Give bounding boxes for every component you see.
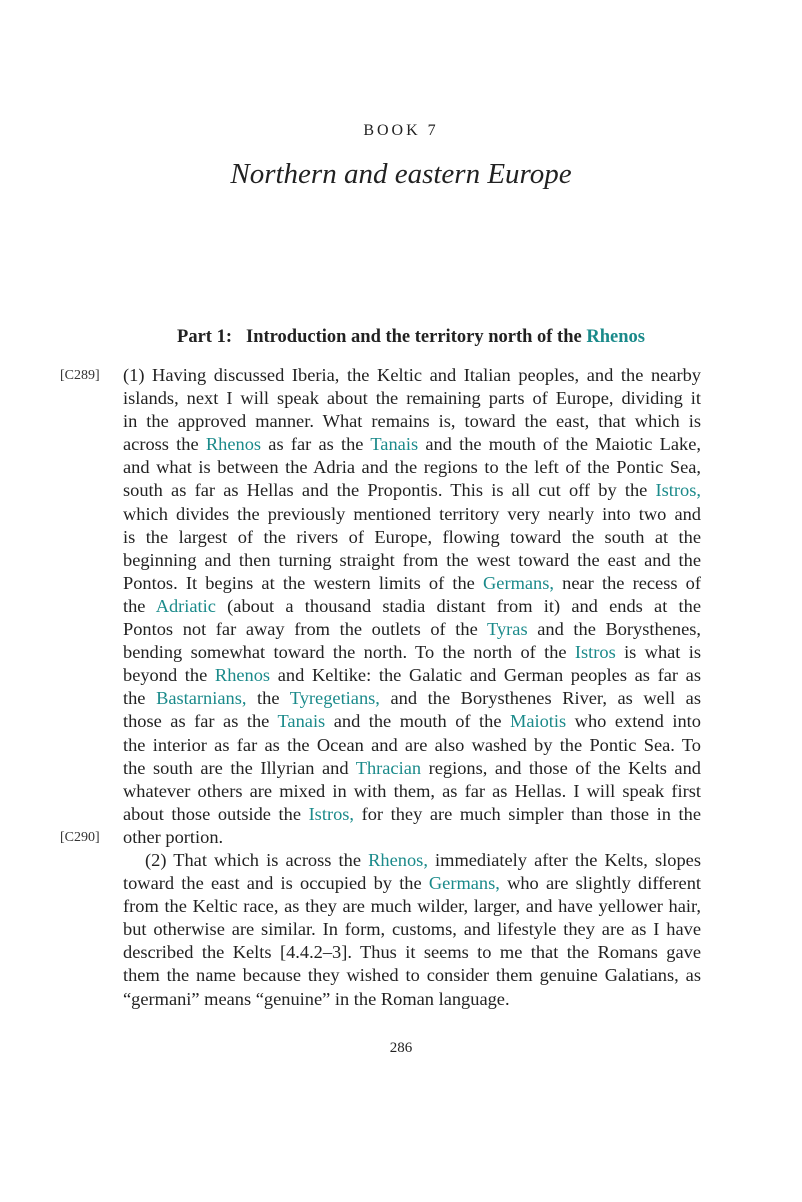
text-line xyxy=(123,387,701,410)
text-segment: the xyxy=(123,595,156,616)
text-line xyxy=(123,895,701,918)
text-line xyxy=(123,710,701,733)
text-segment: the interior as far as the Ocean and are also washed by the Pontic Sea. To xyxy=(123,734,701,755)
text-segment: but otherwise are similar. In form, customs, and lifestyle they are as I have xyxy=(123,919,701,940)
text-line xyxy=(123,618,701,641)
text-segment: and the mouth of the xyxy=(325,711,510,732)
text-line xyxy=(123,803,701,826)
text-line xyxy=(123,503,701,526)
text-segment: and the Borysthenes River, as well as xyxy=(379,688,701,709)
text-line xyxy=(123,595,701,618)
text-segment: as far as the xyxy=(261,434,371,455)
part-title-place: Rhenos xyxy=(586,327,645,347)
text-line xyxy=(123,687,701,710)
place-name: Bastarnians, xyxy=(156,688,247,709)
text-segment: beginning and then turning straight from the west toward the east and the xyxy=(123,549,701,570)
text-segment: “germani” means “genuine” in the Roman language. xyxy=(123,988,510,1009)
place-name: Istros, xyxy=(308,803,355,824)
text-segment: about those outside the xyxy=(123,803,309,824)
text-segment: and what is between the Adria and the regions to the left of the Pontic Sea, xyxy=(123,457,701,478)
book-title: Northern and eastern Europe xyxy=(230,158,572,190)
text-segment: for they are much simpler than those in the xyxy=(354,803,701,824)
text-segment: regions, and those of the Kelts and xyxy=(421,757,701,778)
text-line xyxy=(123,433,701,456)
text-segment: in the approved manner. What remains is, toward the east, that which is xyxy=(123,411,701,432)
text-segment: other portion. xyxy=(123,826,224,847)
place-name: Rhenos xyxy=(205,434,262,455)
place-name: Rhenos, xyxy=(368,849,428,870)
text-segment: whatever others are mixed in with them, as far as Hellas. I will speak first xyxy=(123,780,701,801)
text-line xyxy=(123,641,701,664)
text-segment: them the name because they wished to consider them genuine Galatians, as xyxy=(123,965,701,986)
margin-ref-c289: [C289] xyxy=(60,368,100,383)
margin-ref-c290: [C290] xyxy=(60,830,100,845)
text-line xyxy=(123,941,701,964)
text-segment: across the xyxy=(123,434,206,455)
text-segment: the xyxy=(123,688,157,709)
text-line xyxy=(123,572,701,595)
text-line xyxy=(123,826,701,849)
text-segment: Pontos not far away from the outlets of the xyxy=(123,619,488,640)
place-name: Tanais xyxy=(370,434,419,455)
place-name: Thracian xyxy=(355,757,422,778)
text-line xyxy=(123,988,701,1011)
book-label: BOOK 7 xyxy=(363,122,439,139)
place-name: Adriatic xyxy=(155,595,216,616)
text-segment: and Keltike: the Galatic and German peoples as far as xyxy=(270,665,701,686)
text-segment: Pontos. It begins at the western limits of the xyxy=(123,572,483,593)
text-line xyxy=(123,734,701,757)
place-name: Tyregetians, xyxy=(289,688,380,709)
text-segment: who are slightly different xyxy=(499,873,701,894)
text-line xyxy=(123,964,701,987)
text-line xyxy=(123,479,701,502)
text-segment: (1) Having discussed Iberia, the Keltic and Italian peoples, and the nearby xyxy=(123,365,701,385)
place-name: Germans, xyxy=(483,572,554,593)
place-name: Germans, xyxy=(428,873,500,894)
part-heading xyxy=(0,327,802,348)
text-segment: near the recess of xyxy=(554,572,701,593)
text-segment: who extend into xyxy=(566,711,701,732)
place-name: Istros xyxy=(574,642,616,663)
text-segment: beyond the xyxy=(123,665,215,686)
text-segment: (about a thousand stadia distant from it) and ends at the xyxy=(215,595,701,616)
text-segment: described the Kelts [4.4.2–3]. Thus it seems to me that the Romans gave xyxy=(123,942,701,963)
text-segment: is the largest of the rivers of Europe, flowing toward the south at the xyxy=(123,526,701,547)
text-line xyxy=(123,757,701,780)
text-line xyxy=(123,872,701,895)
part-title: Introduction and the territory north of the xyxy=(246,327,582,347)
text-segment: bending somewhat toward the north. To the north of the xyxy=(123,642,575,663)
text-segment: islands, next I will speak about the remaining parts of Europe, dividing it xyxy=(123,388,701,409)
text-line xyxy=(123,549,701,572)
text-segment: from the Keltic race, as they are much wilder, larger, and have yellower hair, xyxy=(123,896,701,917)
text-segment: (2) That which is across the xyxy=(145,849,369,870)
place-name: Tyras xyxy=(487,619,528,640)
text-segment: and the Borysthenes, xyxy=(527,619,701,640)
place-name: Istros, xyxy=(655,480,701,501)
text-segment: toward the east and is occupied by the xyxy=(123,873,429,894)
text-segment: those as far as the xyxy=(123,711,278,732)
text-line xyxy=(123,526,701,549)
text-line xyxy=(123,664,701,687)
text-segment: which divides the previously mentioned territory very nearly into two and xyxy=(123,503,701,524)
text-line xyxy=(123,849,701,872)
text-segment: is what is xyxy=(615,642,701,663)
text-line xyxy=(123,456,701,479)
text-line xyxy=(123,410,701,433)
text-line xyxy=(123,364,701,387)
text-segment: the xyxy=(246,688,290,709)
text-segment: the south are the Illyrian and xyxy=(123,757,356,778)
place-name: Tanais xyxy=(277,711,326,732)
text-line xyxy=(123,780,701,803)
text-segment: and the mouth of the Maiotic Lake, xyxy=(418,434,702,455)
page-number: 286 xyxy=(389,1040,413,1056)
text-segment: immediately after the Kelts, slopes xyxy=(427,849,701,870)
place-name: Rhenos xyxy=(214,665,271,686)
text-line xyxy=(123,918,701,941)
part-label: Part 1: xyxy=(177,327,232,347)
text-segment: south as far as Hellas and the Propontis. This is all cut off by the xyxy=(123,480,656,501)
place-name: Maiotis xyxy=(509,711,567,732)
body-text xyxy=(123,364,701,1011)
